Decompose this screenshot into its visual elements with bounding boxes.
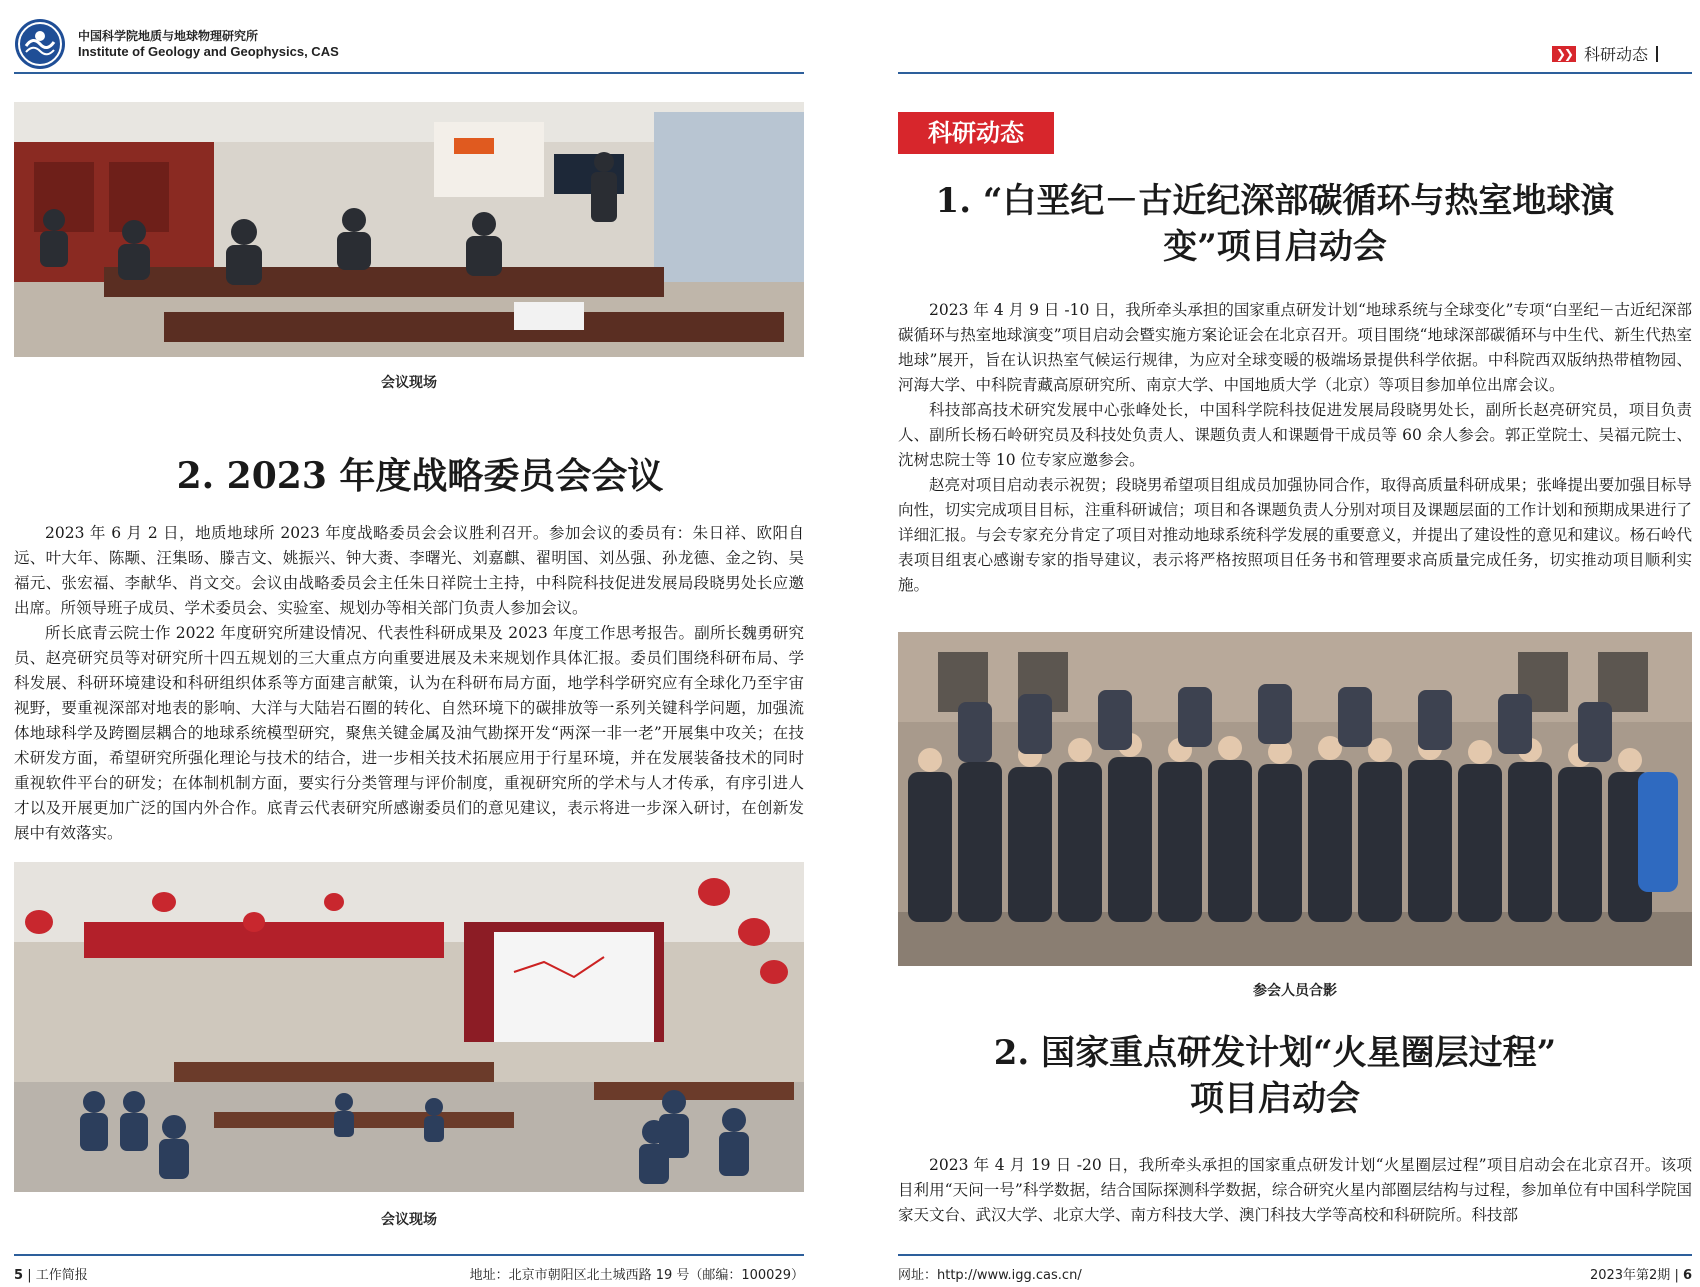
article-body-strategy-meeting bbox=[14, 521, 804, 846]
photo-1-caption: 会议现场 bbox=[381, 375, 437, 391]
paragraph: 2023 年 4 月 9 日 -10 日，我所牵头承担的国家重点研发计划“地球系统与全球变化”专项“白垩纪－古近纪深部碳循环与热室地球演变”项目启动会暨实施方案论证会在北京召开。项目围绕“地球深部碳循环与中生代、新生代热室地球”展开，旨在认识热室气候运行规律，为应对全球变暖的极端场景提供科学依据。中科院西双版纳热带植物园、河海大学、中科院青藏高原研究所、南京大学、中国地质大学（北京）等项目参加单位出席会议。 bbox=[898, 301, 1692, 394]
group-photo-caption: 参会人员合影 bbox=[1253, 983, 1337, 999]
section-tag-divider bbox=[1656, 46, 1658, 62]
paragraph: 科技部高技术研究发展中心张峰处长，中国科学院科技促进发展局段晓男处长，副所长赵亮研究员，项目负责人、副所长杨石岭研究员及科技处负责人、课题负责人和课题骨干成员等 60 余人参会。郭正堂院士、吴福元院士、沈树忠院士等 10 位专家应邀参会。 bbox=[898, 401, 1692, 469]
institute-logo-icon bbox=[14, 18, 66, 70]
article-heading-strategy-meeting: 2. 2023 年度战略委员会会议 bbox=[176, 455, 664, 497]
paragraph: 赵亮对项目启动表示祝贺；段晓男希望项目组成员加强协同合作，取得高质量科研成果；张峰提出要加强目标导向性，切实完成项目目标，注重科研诚信；项目和各课题负责人分别对项目及课题层面的工作计划和预期成果进行了详细汇报。与会专家充分肯定了项目对推动地球系统科学发展的重要意义，并提出了建设性的意见和建议。杨石岭代表项目组衷心感谢专家的指导建议，表示将严格按照项目任务书和管理要求高质量完成任务，切实推动项目顺利实施。 bbox=[898, 476, 1692, 594]
group-photo bbox=[898, 632, 1692, 966]
section-tag-label: 科研动态 bbox=[1583, 45, 1648, 64]
issue-label: 2023年第2期 bbox=[1589, 1268, 1671, 1283]
footer-left bbox=[14, 1264, 88, 1283]
meeting-photo-2 bbox=[14, 862, 804, 1192]
footer-address: 地址：北京市朝阳区北土城西路 19 号（邮编：100029） bbox=[469, 1268, 804, 1283]
paragraph: 2023 年 6 月 2 日，地质地球所 2023 年度战略委员会会议胜利召开。参加会议的委员有：朱日祥、欧阳自远、叶大年、陈颙、汪集旸、滕吉文、姚振兴、钟大赉、李曙光、刘嘉麒、翟明国、刘丛强、孙龙德、金之钧、吴福元、张宏福、李献华、肖文交。会议由战略委员会主任朱日祥院士主持，中科院科技促进发展局段晓男处长应邀出席。所领导班子成员、学术委员会、实验室、规划办等相关部门负责人参加会议。 bbox=[14, 524, 804, 617]
footer-url: 网址：http://www.igg.cas.cn/ bbox=[898, 1268, 1082, 1283]
double-chevron-icon: ❯❯ bbox=[1552, 46, 1576, 62]
footer-right bbox=[1590, 1264, 1692, 1283]
right-page bbox=[850, 0, 1700, 1287]
section-badge: 科研动态 bbox=[898, 112, 1054, 154]
article-heading-carbon-cycle bbox=[880, 178, 1670, 270]
paragraph: 所长底青云院士作 2022 年度研究所建设情况、代表性科研成果及 2023 年度工作思考报告。副所长魏勇研究员、赵亮研究员等对研究所十四五规划的三大重点方向重要进展及未来规划作具体汇报。委员们围绕科研布局、学科发展、科研环境建设和科研组织体系等方面建言献策，认为在科研布局方面，地学科学研究应有全球化乃至宇宙视野，要重视深部对地表的影响、大洋与大陆岩石圈的转化、自然环境下的碳排放等一系列关键科学问题，加强流体地球科学及跨圈层耦合的地球系统模型研究，聚焦关键金属及油气勘探开发“两深一非一老”开展集中攻关；在技术研发方面，希望研究所强化理论与技术的结合，进一步相关技术拓展应用于行星环境，并在发展装备技术的同时重视软件平台的研发；在体制机制方面，要实行分类管理与评价制度，重视研究所的学术与人才传承，有序引进人才以及开展更加广泛的国内外合作。底青云代表研究所感谢委员们的意见建议，表示将进一步深入研讨，在创新发展中有效落实。 bbox=[14, 624, 804, 842]
heading-line: 1. “白垩纪－古近纪深部碳循环与热室地球演 bbox=[935, 181, 1615, 221]
header-rule bbox=[14, 72, 804, 74]
article-body-carbon-cycle bbox=[898, 298, 1692, 598]
paragraph: 2023 年 4 月 19 日 -20 日，我所牵头承担的国家重点研发计划“火星圈层过程”项目启动会在北京召开。该项目利用“天问一号”科学数据，结合国际探测科学数据，综合研究火星内部圈层结构与过程，参加单位有中国科学院国家天文台、武汉大学、北京大学、南方科技大学、澳门科技大学等高校和科研院所。科技部 bbox=[898, 1156, 1692, 1224]
photo-2-caption: 会议现场 bbox=[381, 1212, 437, 1228]
page-number: 6 bbox=[1682, 1268, 1692, 1283]
heading-line: 2. 国家重点研发计划“火星圈层过程” bbox=[993, 1033, 1557, 1073]
footer-divider: | bbox=[1674, 1268, 1683, 1283]
section-tag bbox=[1552, 42, 1658, 65]
institute-name-en: Institute of Geology and Geophysics, CAS bbox=[78, 44, 339, 59]
heading-line: 变”项目启动会 bbox=[1163, 227, 1387, 267]
heading-line: 项目启动会 bbox=[1190, 1079, 1360, 1119]
institute-name-cn: 中国科学院地质与地球物理研究所 bbox=[78, 29, 259, 43]
article-body-mars bbox=[898, 1153, 1692, 1228]
page-number: 5 bbox=[14, 1268, 24, 1283]
publication-title: 工作简报 bbox=[35, 1268, 88, 1283]
footer-divider: | bbox=[27, 1268, 36, 1283]
footer-rule bbox=[898, 1254, 1692, 1256]
footer-rule bbox=[14, 1254, 804, 1256]
article-heading-mars bbox=[880, 1030, 1670, 1122]
meeting-photo-1 bbox=[14, 102, 804, 357]
header-rule bbox=[898, 72, 1692, 74]
